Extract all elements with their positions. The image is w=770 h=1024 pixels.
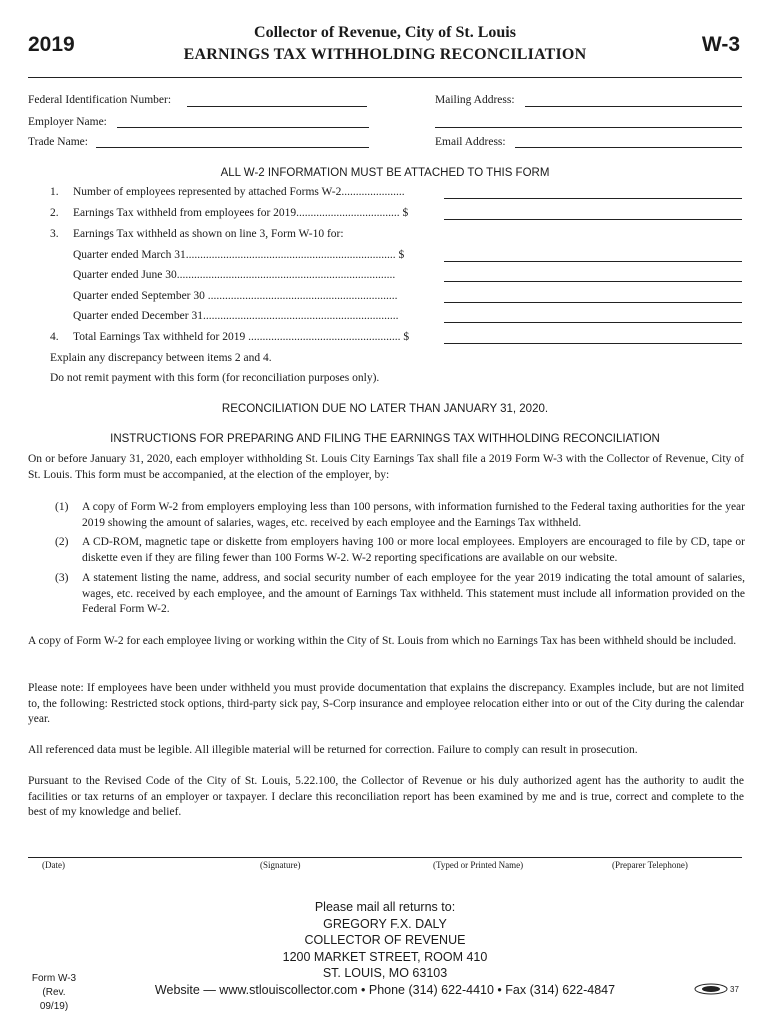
no-remit-note: Do not remit payment with this form (for reconciliation purposes only). [50,372,380,384]
email-address-label: Email Address: [435,136,506,148]
instruction-item-2-text: A CD-ROM, magnetic tape or diskette from employers having 100 or more local employees. Employers are encouraged to file by CD, tape or diskette even if they are filing fewer than 100 Forms W-2. W-2 reporting specifications are available on our website. [82,536,745,564]
line-4-label: Total Earnings Tax withheld for 2019 ..................................................... $ [73,331,410,343]
quarter-december-field[interactable] [444,322,742,323]
revision-date: (Rev. 09/19) [39,987,69,1012]
w2-notice: ALL W-2 INFORMATION MUST BE ATTACHED TO THIS FORM [220,167,550,179]
collector-name: GREGORY F.X. DALY [323,916,447,931]
logo-number: 37 [730,985,739,994]
quarter-september-field[interactable] [444,302,742,303]
form-title: EARNINGS TAX WITHHOLDING RECONCILIATION [183,46,587,63]
line-3-number: 3. [50,228,59,240]
quarter-september-label: Quarter ended September 30 .................................................................. [73,290,398,302]
instruction-item-2-number: (2) [55,536,69,548]
line-4-number: 4. [50,331,59,343]
line-1-number: 1. [50,186,59,198]
form-year: 2019 [28,33,75,56]
quarter-march-label: Quarter ended March 31......................................................................... $ [73,249,405,261]
trade-name-label: Trade Name: [28,136,88,148]
instruction-item-3 [55,571,745,618]
line-4-field[interactable] [444,343,742,344]
line-2-number: 2. [50,207,59,219]
employer-name-label: Employer Name: [28,116,107,128]
instruction-item-1-text: A copy of Form W-2 from employers employing less than 100 persons, with information furnished to the Federal taxing authorities for the year 2019 showing the amount of salaries, wages, etc. received by each employee and the Earnings Tax withheld. [82,501,745,529]
form-revision [28,972,80,1014]
form-id: W-3 [701,33,740,56]
header-divider [28,77,742,78]
explain-discrepancy: Explain any discrepancy between items 2 and 4. [50,352,272,364]
line-2-label: Earnings Tax withheld from employees for 2019.................................... $ [73,207,409,219]
quarter-june-label: Quarter ended June 30............................................................................ [73,269,396,281]
line-1-label: Number of employees represented by attached Forms W-2...................... [73,186,405,198]
form-number: Form W-3 [31,973,77,984]
collector-street: 1200 MARKET STREET, ROOM 410 [282,949,488,964]
collector-title: COLLECTOR OF REVENUE [304,933,466,947]
fein-label: Federal Identification Number: [28,94,172,106]
signature-line[interactable] [28,857,742,858]
instruction-item-3-text: A statement listing the name, address, and social security number of each employee for the year 2019 indicating the total amount of salaries, wages, etc. received by each employee, and the amount of Earnings Tax withheld. This statement must include all information provided on the Federal Form W-2. [82,572,745,615]
mailing-address-label: Mailing Address: [435,94,515,106]
quarter-december-label: Quarter ended December 31.................................................................... [73,310,399,322]
instruction-item-1-number: (1) [55,501,69,513]
instructions-heading: INSTRUCTIONS FOR PREPARING AND FILING THE EARNINGS TAX WITHHOLDING RECONCILIATION [110,433,660,445]
quarter-june-field[interactable] [444,281,742,282]
collector-city: ST. LOUIS, MO 63103 [322,966,448,980]
instruction-item-3-number: (3) [55,572,69,584]
mailing-instructions [0,899,770,998]
quarter-march-field[interactable] [444,261,742,262]
paragraph-please-note: Please note: If employees have been under withheld you must provide documentation that explains the discrepancy. Examples include, but are not limited to, the following: Restricted stock options, third-party sick pay, S-Corp insurance and employee relocation either into or out of the City during the calendar year. [28,682,744,725]
line-2-field[interactable] [444,219,742,220]
reconciliation-due: RECONCILIATION DUE NO LATER THAN JANUARY 31, 2020. [221,403,549,415]
date-caption: (Date) [42,860,65,870]
mailing-address-field-2[interactable] [435,127,742,128]
preparer-telephone-caption: (Preparer Telephone) [612,860,688,870]
email-address-field[interactable] [515,147,742,148]
fein-field[interactable] [187,106,367,107]
form-title-collector: Collector of Revenue, City of St. Louis [254,24,516,41]
printed-name-caption: (Typed or Printed Name) [433,860,524,870]
paragraph-legibility: All referenced data must be legible. All illegible material will be returned for correction. Failure to comply can result in prosecution. [28,744,638,756]
instruction-item-1 [55,500,745,531]
union-bug-logo [694,983,742,995]
paragraph-declaration: Pursuant to the Revised Code of the City of St. Louis, 5.22.100, the Collector of Revenue or his duly authorized agent has the authority to audit the facilities or tax returns of an employer or taxpayer. I declare this reconciliation report has been examined by me and is true, correct and complete to the best of my knowledge and belief. [28,775,744,818]
signature-caption: (Signature) [260,860,301,870]
paragraph-no-tax-withheld: A copy of Form W-2 for each employee living or working within the City of St. Louis from which no Earnings Tax has been withheld should be included. [28,635,737,647]
line-1-field[interactable] [444,198,742,199]
instruction-item-2 [55,535,745,566]
instructions-intro: On or before January 31, 2020, each employer withholding St. Louis City Earnings Tax shall file a 2019 Form W-3 with the Collector of Revenue, City of St. Louis. This form must be accompanied, at the election of the employer, by: [28,453,744,481]
contact-line: Website — www.stlouiscollector.com • Phone (314) 622-4410 • Fax (314) 622-4847 [154,982,616,997]
trade-name-field[interactable] [96,147,369,148]
employer-name-field[interactable] [117,127,369,128]
mailing-address-field[interactable] [525,106,742,107]
mail-intro: Please mail all returns to: [314,900,456,914]
line-3-label: Earnings Tax withheld as shown on line 3, Form W-10 for: [73,228,344,240]
